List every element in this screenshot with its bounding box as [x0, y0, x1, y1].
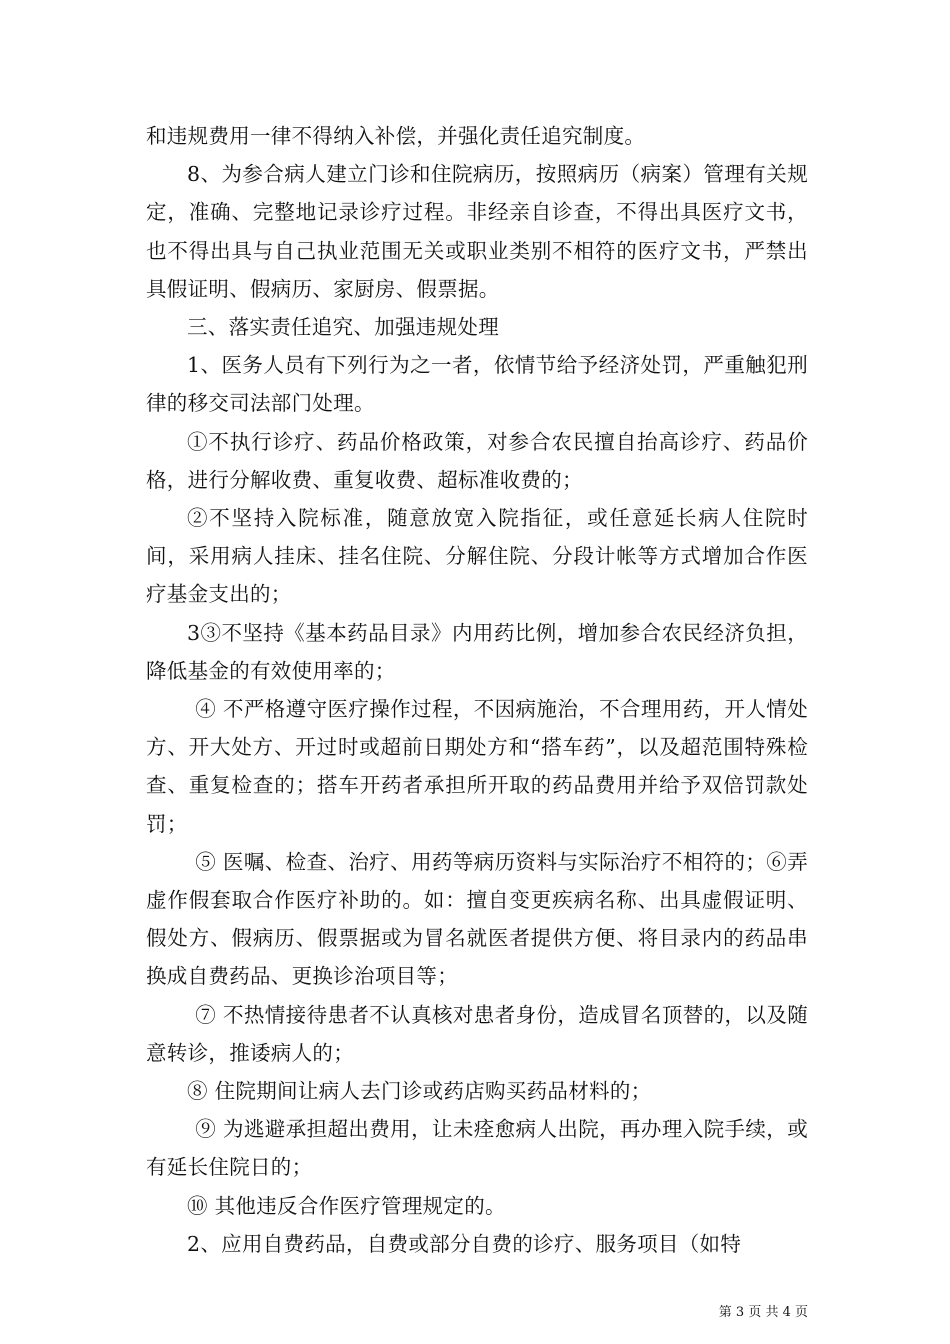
list-item-9: ⑨ 为逃避承担超出费用，让未痊愈病人出院，再办理入院手续，或有延长住院日的； — [146, 1117, 808, 1180]
paragraph-rule-1: 1、医务人员有下列行为之一者，依情节给予经济处罚，严重触犯刑律的移交司法部门处理。 — [146, 353, 808, 416]
list-item-4: ④ 不严格遵守医疗操作过程，不因病施治，不合理用药，开人情处方、开大处方、开过时或超前日期处方和“搭车药”，以及超范围特殊检查、重复检查的；搭车开药者承担所开取的药品费用并给予双倍罚款处罚； — [146, 697, 808, 836]
list-item-8: ⑧ 住院期间让病人去门诊或药店购买药品材料的； — [187, 1079, 652, 1104]
list-item-2: ②不坚持入院标准，随意放宽入院指征，或任意延长病人住院时间，采用病人挂床、挂名住院、分解住院、分段计帐等方式增加合作医疗基金支出的； — [146, 506, 808, 607]
page-number: 第 3 页 共 4 页 — [718, 1305, 808, 1320]
document-body — [146, 117, 808, 1263]
list-item-1: ①不执行诊疗、药品价格政策，对参合农民擅自抬高诊疗、药品价格，进行分解收费、重复收费、超标准收费的； — [146, 429, 808, 492]
paragraph-continuation: 和违规费用一律不得纳入补偿，并强化责任追究制度。 — [146, 124, 646, 148]
list-item-5-6: ⑤ 医嘱、检查、治疗、用药等病历资料与实际治疗不相符的；⑥弄虚作假套取合作医疗补助的。如：擅自变更疾病名称、出具虚假证明、假处方、假病历、假票据或为冒名就医者提供方便、将目录内的药品串换成自费药品、更换诊治项目等； — [146, 849, 808, 989]
list-item-3: 3③不坚持《基本药品目录》内用药比例，增加参合农民经济负担，降低基金的有效使用率的； — [146, 620, 808, 683]
list-item-10: ⑩ 其他违反合作医疗管理规定的。 — [187, 1193, 506, 1218]
paragraph-item-8: 8、为参合病人建立门诊和住院病历，按照病历（病案）管理有关规定，准确、完整地记录诊疗过程。非经亲自诊查，不得出具医疗文书，也不得出具与自己执业范围无关或职业类别不相符的医疗文书，严禁出具假证明、假病历、家厨房、假票据。 — [146, 162, 808, 301]
list-item-7: ⑦ 不热情接待患者不认真核对患者身份，造成冒名顶替的，以及随意转诊，推诿病人的； — [146, 1002, 808, 1065]
section-heading-3: 三、落实责任追究、加强违规处理 — [187, 315, 499, 340]
paragraph-rule-2: 2、应用自费药品，自费或部分自费的诊疗、服务项目（如特 — [187, 1231, 742, 1256]
